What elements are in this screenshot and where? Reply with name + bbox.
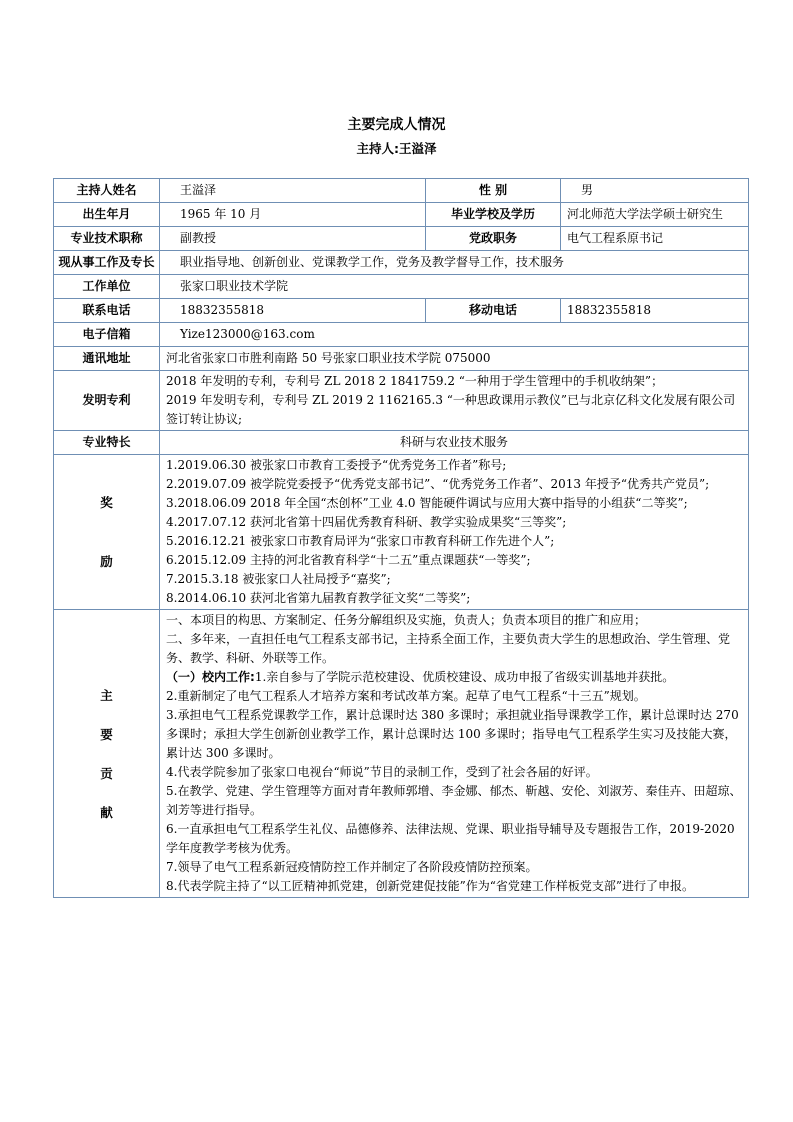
table-row — [54, 455, 749, 610]
table-row — [54, 227, 749, 251]
specialty-label: 专业特长 — [54, 431, 160, 455]
post-label: 党政职务 — [426, 227, 561, 251]
award-item: 5.2016.12.21 被张家口市教育局评为“张家口市教育科研工作先进个人”; — [166, 534, 555, 548]
table-row — [54, 610, 749, 898]
mobile-value: 18832355818 — [561, 299, 749, 323]
unit-value: 张家口职业技术学院 — [160, 275, 749, 299]
awards-label: 奖 励 — [54, 455, 160, 610]
school-label: 毕业学校及学历 — [426, 203, 561, 227]
contrib-intro: 二、多年来，一直担任电气工程系支部书记，主持系全面工作，主要负责大学生的思想政治、学生管理、党务、教学、科研、外联等工作。 — [166, 632, 731, 665]
school-value: 河北师范大学法学硕士研究生 — [561, 203, 749, 227]
birth-label: 出生年月 — [54, 203, 160, 227]
patent-label: 发明专利 — [54, 371, 160, 431]
contrib-item: 2.重新制定了电气工程系人才培养方案和考试改革方案。起草了电气工程系“十三五”规划。 — [166, 689, 646, 703]
address-value: 河北省张家口市胜利南路 50 号张家口职业技术学院 075000 — [160, 347, 749, 371]
contrib-item: 8.代表学院主持了“以工匠精神抓党建，创新党建促技能”作为“省党建工作样板党支部”进行了申报。 — [166, 879, 694, 893]
page-subtitle: 主持人:王溢泽 — [356, 141, 437, 156]
page-title: 主要完成人情况 — [347, 117, 446, 133]
mobile-label: 移动电话 — [426, 299, 561, 323]
post-value: 电气工程系原书记 — [561, 227, 749, 251]
award-item: 6.2015.12.09 主持的河北省教育科学“十二五”重点课题获“一等奖”; — [166, 553, 531, 567]
specialty-value: 科研与农业技术服务 — [160, 431, 749, 455]
gender-value: 男 — [561, 179, 749, 203]
email-value: Yize123000@163.com — [160, 323, 749, 347]
name-value: 王溢泽 — [160, 179, 426, 203]
contrib-section-heading: （一）校内工作: — [166, 670, 255, 684]
table-row — [54, 203, 749, 227]
contrib-item: 5.在教学、党建、学生管理等方面对青年教师郭增、李金娜、郁杰、靳越、安伦、刘淑芳、秦佳卉、田超琼、刘芳等进行指导。 — [166, 784, 742, 817]
award-item: 2.2019.07.09 被学院党委授予“优秀党支部书记”、“优秀党务工作者”、2013 年授予“优秀共产党员”; — [166, 477, 710, 491]
unit-label: 工作单位 — [54, 275, 160, 299]
awards-list — [160, 455, 749, 610]
table-row — [54, 299, 749, 323]
table-row — [54, 347, 749, 371]
contrib-item: 4.代表学院参加了张家口电视台“师说”节目的录制工作，受到了社会各届的好评。 — [166, 765, 598, 779]
table-row — [54, 371, 749, 431]
contrib-item: 6.一直承担电气工程系学生礼仪、品德修养、法律法规、党课、职业指导辅导及专题报告工作，2019-2020 学年度教学考核为优秀。 — [166, 822, 735, 855]
phone-label: 联系电话 — [54, 299, 160, 323]
patent-value — [160, 371, 749, 431]
patent-line: 2018 年发明的专利，专利号 ZL 2018 2 1841759.2 “一种用于学生管理中的手机收纳架”； — [166, 374, 664, 388]
table-row — [54, 179, 749, 203]
table-row — [54, 431, 749, 455]
birth-value: 1965 年 10 月 — [160, 203, 426, 227]
contrib-intro: 一、本项目的构思、方案制定、任务分解组织及实施，负责人；负责本项目的推广和应用； — [166, 613, 647, 627]
info-table — [53, 178, 749, 898]
award-item: 4.2017.07.12 获河北省第十四届优秀教育科研、教学实验成果奖“三等奖”; — [166, 515, 567, 529]
address-label: 通讯地址 — [54, 347, 160, 371]
award-item: 3.2018.06.09 2018 年全国“杰创杯”工业 4.0 智能硬件调试与应用大赛中指导的小组获“二等奖”; — [166, 496, 688, 510]
contrib-item — [166, 668, 745, 687]
title-label: 专业技术职称 — [54, 227, 160, 251]
contrib-item: 7.领导了电气工程系新冠疫情防控工作并制定了各阶段疫情防控预案。 — [166, 860, 538, 874]
work-value: 职业指导地、创新创业、党课教学工作，党务及教学督导工作，技术服务 — [160, 251, 749, 275]
title-value: 副教授 — [160, 227, 426, 251]
work-label: 现从事工作及专长 — [54, 251, 160, 275]
name-label: 主持人姓名 — [54, 179, 160, 203]
award-item: 8.2014.06.10 获河北省第九届教育教学征文奖“二等奖”; — [166, 591, 471, 605]
phone-value: 18832355818 — [160, 299, 426, 323]
contrib-list — [160, 610, 749, 898]
table-row — [54, 323, 749, 347]
table-row — [54, 275, 749, 299]
contrib-item: 3.承担电气工程系党课教学工作，累计总课时达 380 多课时；承担就业指导课教学工作，累计总课时达 270 多课时；承担大学生创新创业教学工作，累计总课时达 100 多课时；指导电气工程系学生实习及技能大赛，累计达 300 多课时。 — [166, 708, 739, 760]
contrib-first-item: 1.亲自参与了学院示范校建设、优质校建设、成功申报了省级实训基地并获批。 — [254, 670, 675, 684]
contrib-label: 主 要 贡 献 — [54, 610, 160, 898]
table-row — [54, 251, 749, 275]
gender-label: 性 别 — [426, 179, 561, 203]
award-item: 7.2015.3.18 被张家口人社局授予“嘉奖”; — [166, 572, 391, 586]
patent-line: 2019 年发明专利，专利号 ZL 2019 2 1162165.3 “一种思政课用示教仪”已与北京亿科文化发展有限公司签订转让协议; — [166, 393, 736, 426]
email-label: 电子信箱 — [54, 323, 160, 347]
award-item: 1.2019.06.30 被张家口市教育工委授予“优秀党务工作者”称号; — [166, 458, 507, 472]
